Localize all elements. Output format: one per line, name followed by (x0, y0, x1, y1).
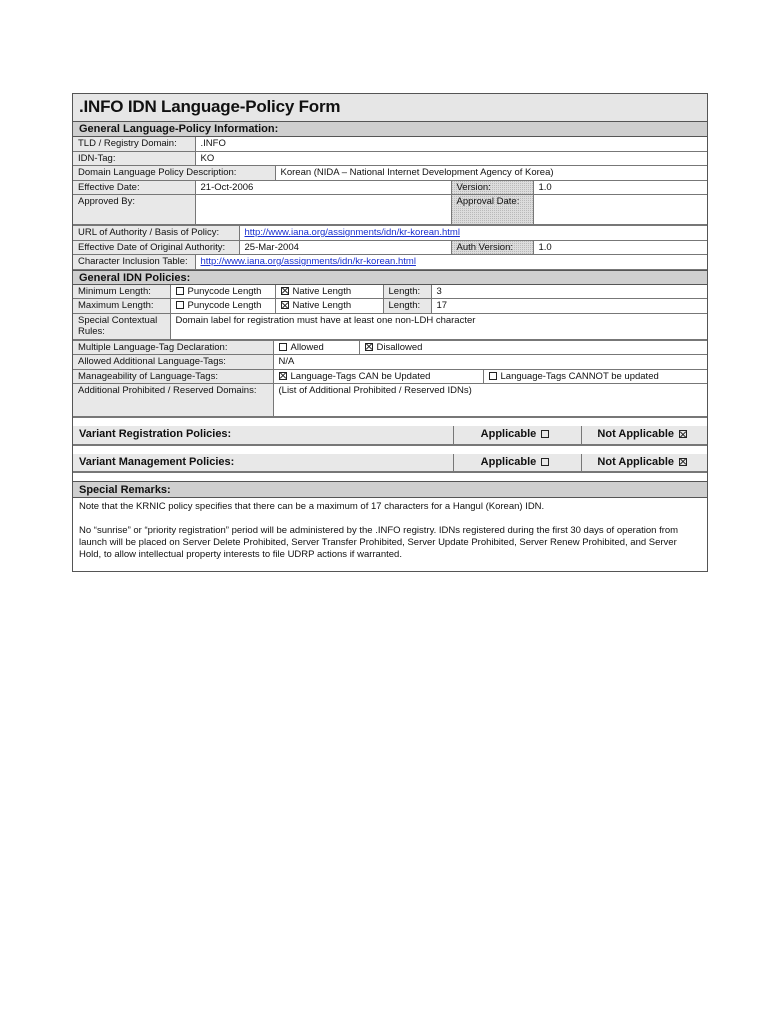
checkbox-unchecked-icon[interactable] (176, 287, 184, 295)
auth-version-label: Auth Version: (451, 240, 533, 255)
general-info-table-1 (73, 137, 707, 225)
remark-paragraph-2: No “sunrise” or “priority registration” period will be administered by the .INFO registry. IDNs registered during the first 30 days of operation from launch will be placed on Server Delete Prohibited, Server Transfer Prohibited, Server Update Prohibited, Server Renew Prohibited, and Server Hold, to allow intellectual property interests to file UDRP actions if warranted. (79, 525, 679, 560)
language-policy-form (72, 93, 708, 572)
spacer (73, 445, 707, 454)
version-value: 1.0 (533, 180, 707, 195)
spacer (73, 417, 707, 426)
min-length-value: 3 (431, 285, 707, 299)
general-section-heading: General Language-Policy Information: (73, 122, 707, 137)
idn-policies-table (73, 285, 707, 340)
effective-date-value: 21-Oct-2006 (195, 180, 451, 195)
prohibited-label: Additional Prohibited / Reserved Domains: (73, 384, 273, 417)
applicable-text: Applicable (480, 428, 537, 440)
variant-management-table (73, 454, 707, 473)
min-length-label: Minimum Length: (73, 285, 170, 299)
can-update-text: Language-Tags CAN be Updated (290, 370, 431, 382)
remarks-heading: Special Remarks: (73, 481, 707, 498)
effective-date-label: Effective Date: (73, 180, 195, 195)
max-length-value: 17 (431, 299, 707, 314)
tld-label: TLD / Registry Domain: (73, 137, 195, 151)
max-length-caption: Length: (383, 299, 431, 314)
variant-mgmt-not-applicable-option[interactable] (581, 454, 707, 472)
min-punycode-text: Punycode Length (187, 285, 262, 297)
idn-tag-value: KO (195, 151, 707, 166)
approved-by-value (195, 195, 451, 225)
checkbox-checked-icon[interactable] (281, 287, 289, 295)
variant-registration-table (73, 426, 707, 445)
auth-version-value: 1.0 (533, 240, 707, 255)
special-rules-label: Special Contextual Rules: (73, 313, 170, 339)
max-native-option[interactable] (275, 299, 383, 314)
can-update-option[interactable] (273, 369, 483, 384)
domain-desc-value: Korean (NIDA – National Internet Development Agency of Korea) (275, 166, 707, 181)
url-label: URL of Authority / Basis of Policy: (73, 226, 239, 241)
char-table-label: Character Inclusion Table: (73, 255, 195, 270)
char-table-link[interactable]: http://www.iana.org/assignments/idn/kr-korean.html (200, 256, 416, 267)
min-length-caption: Length: (383, 285, 431, 299)
remarks-body (73, 498, 707, 571)
allowed-text: Allowed (290, 341, 324, 353)
disallowed-text: Disallowed (376, 341, 423, 353)
checkbox-checked-icon[interactable] (679, 458, 687, 466)
orig-date-label: Effective Date of Original Authority: (73, 240, 239, 255)
additional-tags-label: Allowed Additional Language-Tags: (73, 355, 273, 370)
checkbox-checked-icon[interactable] (679, 430, 687, 438)
checkbox-unchecked-icon[interactable] (489, 372, 497, 380)
variant-registration-label: Variant Registration Policies: (73, 426, 453, 444)
checkbox-unchecked-icon[interactable] (279, 343, 287, 351)
checkbox-unchecked-icon[interactable] (541, 430, 549, 438)
char-table-cell (195, 255, 707, 270)
approval-date-value (533, 195, 707, 225)
idn-section-heading: General IDN Policies: (73, 270, 707, 285)
cannot-update-text: Language-Tags CANNOT be updated (500, 370, 659, 382)
max-native-text: Native Length (292, 300, 352, 311)
additional-tags-value: N/A (273, 355, 707, 370)
min-punycode-option[interactable] (170, 285, 275, 299)
idn-tags-table (73, 340, 707, 418)
form-title: .INFO IDN Language-Policy Form (73, 94, 707, 122)
approval-date-label: Approval Date: (451, 195, 533, 225)
checkbox-unchecked-icon[interactable] (176, 301, 184, 309)
spacer (73, 472, 707, 481)
approved-by-label: Approved By: (73, 195, 195, 225)
orig-date-value: 25-Mar-2004 (239, 240, 451, 255)
checkbox-unchecked-icon[interactable] (541, 458, 549, 466)
version-label: Version: (451, 180, 533, 195)
max-punycode-option[interactable] (170, 299, 275, 314)
multi-tag-label: Multiple Language-Tag Declaration: (73, 340, 273, 355)
disallowed-option[interactable] (359, 340, 707, 355)
prohibited-value: (List of Additional Prohibited / Reserved IDNs) (273, 384, 707, 417)
max-punycode-text: Punycode Length (187, 300, 262, 311)
min-native-text: Native Length (292, 285, 352, 297)
min-native-option[interactable] (275, 285, 383, 299)
general-info-table-2 (73, 225, 707, 270)
variant-reg-applicable-option[interactable] (453, 426, 581, 444)
allowed-option[interactable] (273, 340, 359, 355)
not-applicable-text: Not Applicable (597, 455, 675, 468)
checkbox-checked-icon[interactable] (365, 343, 373, 351)
variant-reg-not-applicable-option[interactable] (581, 426, 707, 444)
variant-management-label: Variant Management Policies: (73, 454, 453, 472)
cannot-update-option[interactable] (483, 369, 707, 384)
checkbox-checked-icon[interactable] (281, 301, 289, 309)
applicable-text: Applicable (480, 455, 537, 468)
idn-tag-label: IDN-Tag: (73, 151, 195, 166)
url-cell (239, 226, 707, 241)
checkbox-checked-icon[interactable] (279, 372, 287, 380)
special-rules-value: Domain label for registration must have at least one non-LDH character (170, 313, 707, 339)
manageability-label: Manageability of Language-Tags: (73, 369, 273, 384)
tld-value: .INFO (195, 137, 707, 151)
url-link[interactable]: http://www.iana.org/assignments/idn/kr-korean.html (244, 227, 460, 238)
remark-paragraph-1: Note that the KRNIC policy specifies that there can be a maximum of 17 characters for a Hangul (Korean) IDN. (79, 501, 545, 512)
variant-mgmt-applicable-option[interactable] (453, 454, 581, 472)
max-length-label: Maximum Length: (73, 299, 170, 314)
domain-desc-label: Domain Language Policy Description: (73, 166, 275, 181)
not-applicable-text: Not Applicable (597, 428, 675, 440)
